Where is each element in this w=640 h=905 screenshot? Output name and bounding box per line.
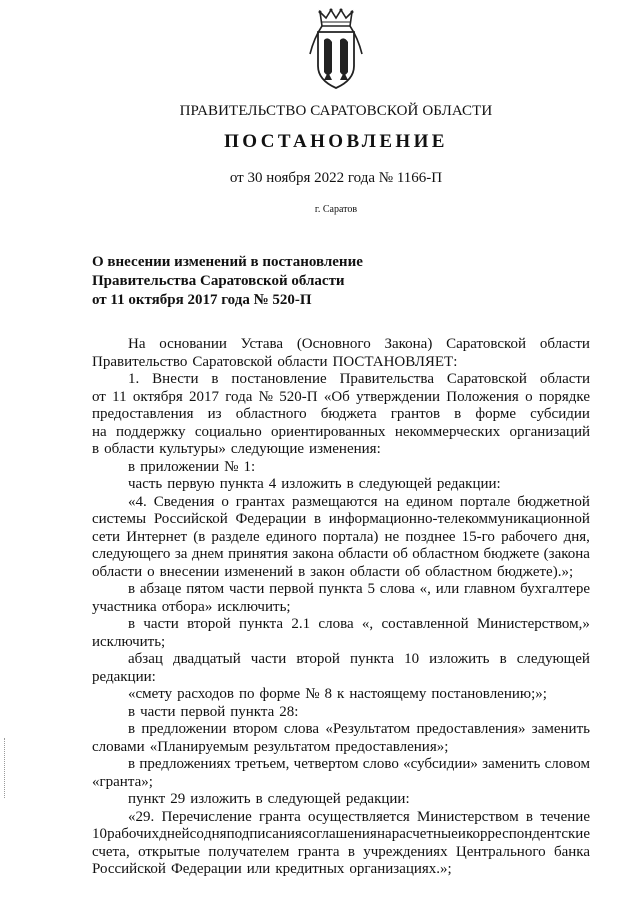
body-word: пункта bbox=[239, 616, 284, 632]
body-word: предоставления»; bbox=[335, 738, 449, 755]
body-word: размещаются bbox=[291, 493, 378, 510]
body-word: кредитных bbox=[275, 861, 345, 877]
body-word: второй bbox=[296, 651, 340, 667]
body-word: 15-го bbox=[461, 528, 495, 545]
body-word: Федерации bbox=[170, 861, 242, 877]
body-word: «Планируемым bbox=[149, 738, 249, 755]
body-text-line bbox=[92, 459, 590, 477]
body-text-line bbox=[92, 756, 590, 774]
body-word: третьем, bbox=[235, 756, 290, 772]
body-word: результатом bbox=[253, 738, 331, 755]
body-word: Министерством,» bbox=[476, 616, 590, 632]
document-city: г. Саратов bbox=[314, 204, 358, 215]
body-word: № bbox=[224, 458, 239, 475]
body-word: организациях.»; bbox=[349, 861, 452, 877]
body-word: словом bbox=[544, 756, 590, 772]
body-word: Центрального bbox=[455, 843, 546, 860]
body-word: областном bbox=[412, 546, 480, 562]
body-word: в bbox=[525, 808, 534, 825]
body-word: словами bbox=[92, 738, 145, 755]
body-word: втором bbox=[232, 721, 278, 737]
body-word: о bbox=[147, 563, 155, 580]
body-text-line bbox=[92, 721, 590, 739]
body-word: основании bbox=[159, 336, 227, 352]
margin-mark bbox=[4, 738, 13, 798]
body-word: Внести bbox=[152, 371, 199, 387]
body-word: части bbox=[140, 703, 176, 720]
body-word: в bbox=[128, 703, 136, 720]
body-word: участника bbox=[92, 598, 157, 615]
body-word: некоммерческих bbox=[394, 423, 501, 440]
body-word: области bbox=[539, 371, 590, 387]
body-text-line bbox=[92, 861, 590, 879]
body-word: единого bbox=[265, 528, 317, 545]
body-word: корреспондентские bbox=[466, 826, 590, 842]
body-text-line bbox=[92, 704, 590, 722]
body-word: 1: bbox=[243, 458, 256, 475]
body-word: Правительства bbox=[339, 371, 434, 387]
body-word: абзаце bbox=[139, 581, 182, 597]
body-word: областного bbox=[235, 406, 307, 422]
body-word: в bbox=[128, 721, 136, 737]
body-text-line bbox=[92, 581, 590, 599]
body-word: сети bbox=[92, 528, 121, 545]
document-date-number: от 30 ноября 2022 года № 1166-П bbox=[229, 170, 443, 186]
body-word: рабочего bbox=[501, 528, 558, 545]
body-word: ПОСТАНОВЛЯЕТ: bbox=[332, 353, 458, 370]
body-word: изменения: bbox=[309, 441, 381, 457]
body-word: подписания bbox=[226, 826, 302, 842]
body-word: редакции: bbox=[436, 476, 501, 492]
body-word: Саратовской bbox=[192, 353, 273, 370]
body-word: получателем bbox=[208, 843, 290, 860]
body-word: следующей bbox=[516, 651, 590, 667]
body-word: гранта bbox=[297, 843, 340, 860]
document-body bbox=[92, 336, 590, 879]
body-text-line bbox=[92, 354, 590, 372]
body-word: или bbox=[246, 861, 271, 877]
body-text-line bbox=[92, 826, 590, 844]
body-word: исключить; bbox=[92, 633, 166, 650]
body-word: пункта bbox=[318, 581, 363, 597]
body-word: составленной bbox=[381, 616, 469, 632]
body-word: следующей bbox=[358, 476, 432, 492]
body-word: информационно-телекоммуникационной bbox=[328, 511, 590, 527]
body-word: 28: bbox=[279, 703, 299, 720]
subject-line: О внесении изменений в постановление bbox=[92, 254, 363, 270]
body-word: пункт bbox=[128, 791, 166, 807]
body-word: пункта bbox=[219, 476, 264, 492]
body-word: Саратовской bbox=[446, 336, 527, 352]
body-word: в bbox=[128, 616, 136, 632]
body-word: на bbox=[376, 826, 392, 842]
body-word: октября bbox=[132, 388, 183, 405]
body-word: области bbox=[338, 546, 389, 562]
body-word: 10 bbox=[404, 651, 420, 667]
body-word: открытые bbox=[138, 843, 201, 860]
body-word: Федерации bbox=[235, 511, 307, 527]
body-word: расчетные bbox=[391, 826, 458, 842]
body-word: 29 bbox=[170, 791, 186, 807]
body-text-line bbox=[92, 651, 590, 669]
body-word: едином bbox=[406, 493, 453, 510]
body-word: Закона) bbox=[384, 336, 433, 352]
body-word: на bbox=[384, 493, 400, 510]
body-word: редакции: bbox=[345, 791, 410, 807]
body-word: счета, bbox=[92, 843, 130, 860]
subject-line: от 11 октября 2017 года № 520-П bbox=[92, 292, 312, 308]
body-word: «, bbox=[419, 581, 431, 597]
body-word: гранта bbox=[259, 808, 301, 825]
body-word: первой bbox=[180, 703, 226, 720]
body-word: в bbox=[128, 581, 136, 597]
body-word: учреждениях bbox=[363, 843, 448, 860]
body-word: приложении bbox=[140, 458, 220, 475]
body-text-line bbox=[92, 336, 590, 354]
body-word: слова bbox=[283, 721, 320, 737]
body-word: об bbox=[392, 546, 408, 562]
body-word: областном bbox=[425, 563, 492, 580]
document-type-title: ПОСТАНОВЛЕНИЕ bbox=[224, 131, 448, 152]
body-word: ориентированных bbox=[271, 423, 386, 440]
subject-line: Правительства Саратовской области bbox=[92, 273, 345, 289]
body-word: из bbox=[207, 406, 222, 422]
body-word: Саратовской bbox=[446, 371, 527, 387]
body-word: на bbox=[92, 423, 107, 440]
body-word: На bbox=[128, 336, 146, 352]
body-word: предоставления» bbox=[416, 721, 526, 737]
body-text-line bbox=[92, 616, 590, 634]
body-word: портале bbox=[459, 493, 511, 510]
body-word: Перечисление bbox=[161, 808, 252, 825]
body-word: пункта bbox=[230, 703, 275, 720]
body-word: редакции: bbox=[92, 668, 156, 685]
body-word: второй bbox=[187, 616, 231, 632]
body-word: осуществляется bbox=[307, 808, 410, 825]
body-word: «, bbox=[361, 616, 374, 632]
body-text-line bbox=[92, 546, 590, 564]
body-word: четвертом bbox=[293, 756, 359, 772]
body-word: предложениях bbox=[139, 756, 231, 772]
body-word: Интернет bbox=[126, 528, 188, 545]
body-word: о bbox=[525, 388, 533, 405]
body-word: в bbox=[255, 791, 263, 807]
body-word: или bbox=[435, 581, 460, 597]
body-word: социально bbox=[194, 423, 262, 440]
body-word: в bbox=[128, 756, 136, 772]
body-word: к bbox=[337, 686, 345, 702]
body-word: (закона bbox=[543, 546, 590, 562]
body-word: «Результатом bbox=[325, 721, 411, 737]
body-word: изложить bbox=[190, 791, 251, 807]
body-word: «гранта»; bbox=[92, 773, 153, 790]
body-word: № bbox=[305, 686, 320, 702]
body-word: (в bbox=[193, 528, 206, 545]
body-word: 1. bbox=[128, 371, 140, 387]
body-text-line bbox=[92, 686, 590, 704]
body-word: грантов bbox=[390, 406, 441, 422]
body-word: в bbox=[128, 458, 136, 475]
body-word: за bbox=[174, 546, 188, 562]
body-word: области bbox=[539, 336, 590, 352]
body-text-line bbox=[92, 844, 590, 862]
body-word: 520-П bbox=[279, 388, 318, 405]
body-text-line bbox=[92, 791, 590, 809]
body-word: предложении bbox=[141, 721, 227, 737]
body-text-line bbox=[92, 809, 590, 827]
body-word: отбора» bbox=[161, 598, 213, 615]
body-word: Правительство bbox=[92, 353, 188, 370]
body-word: бюджете).»; bbox=[496, 563, 574, 580]
body-word: бюджетной bbox=[517, 493, 590, 510]
body-word: 4 bbox=[268, 476, 277, 492]
body-text-line bbox=[92, 739, 590, 757]
body-word: от bbox=[92, 388, 106, 405]
body-word: заменить bbox=[531, 721, 590, 737]
body-word: 2.1 bbox=[291, 616, 311, 632]
body-word: часть bbox=[128, 476, 163, 492]
body-word: пятом bbox=[186, 581, 225, 597]
body-word: постановление bbox=[231, 371, 327, 387]
body-word: порядке bbox=[538, 388, 590, 405]
body-word: предоставления bbox=[92, 406, 194, 422]
body-word: изложить bbox=[429, 651, 490, 667]
body-word: культуры» bbox=[159, 441, 226, 457]
body-word: первую bbox=[167, 476, 215, 492]
body-word: «субсидии» bbox=[403, 756, 478, 772]
body-text-line bbox=[92, 494, 590, 512]
body-word: следующего bbox=[92, 546, 171, 562]
body-text-line bbox=[92, 441, 590, 459]
body-word: пункта bbox=[349, 651, 395, 667]
body-word: дня, bbox=[563, 528, 590, 545]
body-word: области bbox=[349, 563, 400, 580]
body-word: рабочих bbox=[107, 826, 160, 842]
body-word: в bbox=[346, 476, 354, 492]
body-word: двадцатый bbox=[172, 651, 241, 667]
body-text-line bbox=[92, 774, 590, 792]
body-word: закона bbox=[292, 546, 334, 562]
body-word: форме bbox=[259, 686, 301, 702]
body-word: Сведения bbox=[153, 493, 215, 510]
body-word: соглашения bbox=[301, 826, 377, 842]
body-word: «29. bbox=[128, 808, 155, 825]
body-word: закон bbox=[310, 563, 345, 580]
body-text-line bbox=[92, 599, 590, 617]
body-word: области bbox=[104, 441, 155, 457]
body-word: Российской bbox=[153, 511, 228, 527]
body-word: «4. bbox=[128, 493, 147, 510]
body-word: не bbox=[384, 528, 400, 545]
body-word: в bbox=[454, 406, 462, 422]
body-text-line bbox=[92, 511, 590, 529]
saratov-coat-of-arms-icon bbox=[306, 8, 366, 92]
body-word: 11 bbox=[112, 388, 127, 405]
body-text-line bbox=[92, 529, 590, 547]
body-text-line bbox=[92, 424, 590, 442]
body-word: 5 bbox=[367, 581, 375, 597]
document-subject bbox=[92, 253, 363, 310]
body-word: настоящему bbox=[349, 686, 427, 702]
body-word: слово bbox=[362, 756, 399, 772]
body-word: исключить; bbox=[217, 598, 291, 615]
body-word: Российской bbox=[92, 861, 166, 877]
body-word: бюджете bbox=[483, 546, 540, 562]
body-word: года bbox=[225, 388, 253, 405]
body-word: разделе bbox=[211, 528, 260, 545]
body-word: и bbox=[457, 826, 466, 842]
organization-name: ПРАВИТЕЛЬСТВО САРАТОВСКОЙ ОБЛАСТИ bbox=[179, 103, 493, 119]
body-text-line bbox=[92, 406, 590, 424]
body-word: главном bbox=[464, 581, 516, 597]
body-word: части bbox=[143, 616, 179, 632]
body-word: изложить bbox=[281, 476, 342, 492]
body-word: днем bbox=[191, 546, 224, 562]
body-word: грантах bbox=[235, 493, 285, 510]
body-word: слова bbox=[318, 616, 354, 632]
body-word: форме bbox=[475, 406, 517, 422]
body-word: в bbox=[347, 843, 355, 860]
body-word: утверждении bbox=[356, 388, 441, 405]
body-word: Положения bbox=[446, 388, 519, 405]
body-word: № bbox=[258, 388, 273, 405]
body-word: бюджета bbox=[320, 406, 377, 422]
body-word: банка bbox=[553, 843, 590, 860]
body-word: в bbox=[298, 563, 306, 580]
body-word: дня bbox=[203, 826, 227, 842]
body-word: области bbox=[92, 563, 143, 580]
body-word: о bbox=[221, 493, 229, 510]
body-word: по bbox=[239, 686, 255, 702]
body-word: об bbox=[404, 563, 421, 580]
body-word: заменить bbox=[482, 756, 541, 772]
body-word: Министерством bbox=[417, 808, 519, 825]
body-word: абзац bbox=[128, 651, 163, 667]
body-text-line bbox=[92, 634, 590, 652]
body-word: постановлению;»; bbox=[431, 686, 547, 702]
body-word: в bbox=[92, 441, 100, 457]
body-word: первой bbox=[269, 581, 314, 597]
body-word: 8 bbox=[324, 686, 333, 702]
body-word: слова bbox=[379, 581, 415, 597]
body-word: субсидии bbox=[530, 406, 590, 422]
body-text-line bbox=[92, 476, 590, 494]
body-word: следующие bbox=[230, 441, 305, 457]
body-word: «смету bbox=[128, 686, 173, 702]
body-word: области bbox=[277, 353, 328, 370]
body-word: системы bbox=[92, 511, 147, 527]
body-word: 2017 bbox=[189, 388, 219, 405]
body-word: изменений bbox=[224, 563, 294, 580]
body-word: расходов bbox=[177, 686, 235, 702]
body-word: принятия bbox=[228, 546, 289, 562]
body-word: следующей bbox=[267, 791, 341, 807]
body-word: портала) bbox=[322, 528, 379, 545]
body-word: в bbox=[499, 651, 507, 667]
body-word: течение bbox=[540, 808, 590, 825]
body-text-line bbox=[92, 371, 590, 389]
body-text-line bbox=[92, 389, 590, 407]
body-word: позднее bbox=[405, 528, 456, 545]
body-word: со bbox=[189, 826, 204, 842]
body-word: 10 bbox=[92, 826, 107, 842]
body-word: дней bbox=[159, 826, 190, 842]
body-word: в bbox=[313, 511, 322, 527]
body-text-line bbox=[92, 669, 590, 687]
body-word: бухгалтере bbox=[520, 581, 590, 597]
body-word: организаций bbox=[509, 423, 590, 440]
body-word: поддержку bbox=[116, 423, 186, 440]
body-word: Устава bbox=[240, 336, 284, 352]
body-word: внесении bbox=[159, 563, 220, 580]
body-word: (Основного bbox=[296, 336, 371, 352]
body-text-line bbox=[92, 564, 590, 582]
body-word: части bbox=[250, 651, 287, 667]
body-word: в bbox=[211, 371, 219, 387]
body-word: «Об bbox=[323, 388, 350, 405]
body-word: части bbox=[228, 581, 265, 597]
